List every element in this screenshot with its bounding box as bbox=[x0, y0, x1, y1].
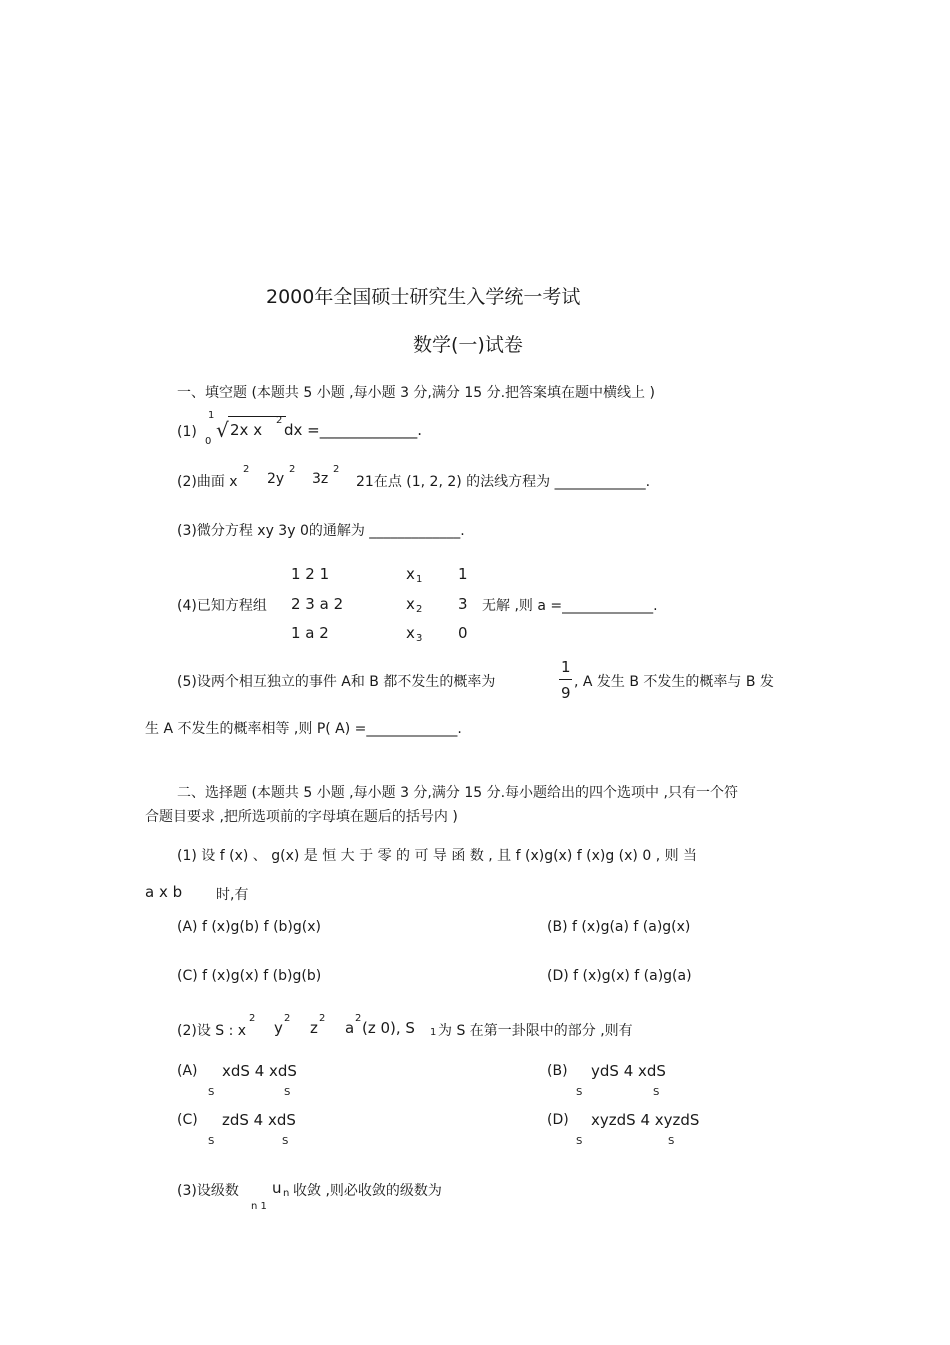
s2-q2-A-S: S bbox=[208, 1087, 215, 1098]
s2-q1-l2a: a x b bbox=[145, 883, 183, 901]
s2-q3-lim: n 1 bbox=[251, 1201, 267, 1212]
s1-q4-label: (4)已知方程组 bbox=[177, 598, 267, 614]
s2-q2-a: a bbox=[345, 1019, 355, 1037]
s1-q2-e2: 2 bbox=[289, 464, 296, 475]
s2-q3-pre: (3)设级数 bbox=[177, 1183, 239, 1199]
s2-q1-l1: (1) 设 f (x) 、 g(x) 是 恒 大 于 零 的 可 导 函 数 , 且 f (x)g(x) f (x)g (x) 0 , 则 当 bbox=[177, 848, 698, 864]
page-subtitle: 数学(一)试卷 bbox=[413, 334, 523, 356]
s2-q2-C-label[interactable]: (C) bbox=[177, 1112, 198, 1128]
section2-heading-l1: 二、选择题 (本题共 5 小题 ,每小题 3 分,满分 15 分.每小题给出的四个选项中 ,只有一个符 bbox=[177, 785, 738, 801]
s2-q2-e4: 2 bbox=[355, 1013, 362, 1024]
fraction-bar bbox=[559, 679, 572, 680]
s2-q2-A-label[interactable]: (A) bbox=[177, 1063, 198, 1079]
s2-q2-z: z bbox=[310, 1019, 318, 1037]
s2-q2-B-S1: S bbox=[653, 1087, 660, 1098]
s2-q2-B-S: S bbox=[576, 1087, 583, 1098]
s1-q4-row2: 2 3 a 2 bbox=[291, 595, 344, 613]
s1-q3: (3)微分方程 xy 3y 0的通解为 _____________. bbox=[177, 523, 465, 539]
s2-q2-B-formula: ydS 4 xdS bbox=[591, 1062, 666, 1080]
s1-q4-x1: x bbox=[406, 565, 415, 583]
s1-q1-num: (1) bbox=[177, 424, 197, 440]
s1-q2-t1: (2)曲面 x bbox=[177, 474, 238, 490]
s1-q4-b1: 1 bbox=[458, 565, 468, 583]
s1-q5-l1b: , A 发生 B 不发生的概率与 B 发 bbox=[574, 674, 774, 690]
s1-q5-den: 9 bbox=[561, 684, 571, 702]
s2-q2-rest: (z 0), S bbox=[362, 1019, 415, 1037]
s2-q2-y: y bbox=[274, 1019, 283, 1037]
s2-q2-C-formula: zdS 4 xdS bbox=[222, 1111, 296, 1129]
s2-q1-A[interactable]: (A) f (x)g(b) f (b)g(x) bbox=[177, 919, 321, 935]
page-title: 2000年全国硕士研究生入学统一考试 bbox=[266, 286, 581, 308]
s2-q1-B[interactable]: (B) f (x)g(a) f (a)g(x) bbox=[547, 919, 691, 935]
s1-q2-t3: 3z bbox=[312, 471, 329, 487]
s1-q4-b3: 0 bbox=[458, 624, 468, 642]
s1-q2-e3: 2 bbox=[333, 464, 340, 475]
s1-q1-radicand: 2x x bbox=[230, 421, 263, 439]
s1-q1-exp: 2 bbox=[276, 415, 283, 426]
s2-q2-D-S1: S bbox=[668, 1136, 675, 1147]
s1-q4-b2: 3 bbox=[458, 595, 468, 613]
sqrt-icon: √ bbox=[216, 418, 229, 442]
s1-q2-t2: 2y bbox=[267, 471, 285, 487]
s1-q1-lower: 0 bbox=[205, 436, 212, 447]
s1-q5-num: 1 bbox=[561, 658, 571, 676]
s1-q4-x3: x bbox=[406, 624, 415, 642]
s2-q2-e3: 2 bbox=[319, 1013, 326, 1024]
s2-q2-tail: 为 S 在第一卦限中的部分 ,则有 bbox=[438, 1023, 633, 1039]
s2-q2-C-S: S bbox=[208, 1136, 215, 1147]
section1-heading: 一、填空题 (本题共 5 小题 ,每小题 3 分,满分 15 分.把答案填在题中横线上 ) bbox=[177, 385, 655, 401]
s2-q2-D-formula: xyzdS 4 xyzdS bbox=[591, 1111, 700, 1129]
s2-q1-C[interactable]: (C) f (x)g(x) f (b)g(b) bbox=[177, 968, 322, 984]
s2-q2-A-S1: S bbox=[284, 1087, 291, 1098]
s2-q2-B-label[interactable]: (B) bbox=[547, 1063, 568, 1079]
s1-q4-row3: 1 a 2 bbox=[291, 624, 329, 642]
s2-q2-e1: 2 bbox=[249, 1013, 256, 1024]
section2-heading-l2: 合题目要求 ,把所选项前的字母填在题后的括号内 ) bbox=[145, 809, 458, 825]
s2-q3-usub: n bbox=[283, 1188, 290, 1199]
s2-q3-tail: 收敛 ,则必收敛的级数为 bbox=[293, 1183, 442, 1199]
s1-q5-l1a: (5)设两个相互独立的事件 A和 B 都不发生的概率为 bbox=[177, 674, 496, 690]
s1-q2-e1: 2 bbox=[243, 464, 250, 475]
s2-q2-D-label[interactable]: (D) bbox=[547, 1112, 569, 1128]
s2-q2-A-formula: xdS 4 xdS bbox=[222, 1062, 297, 1080]
s2-q2-D-S: S bbox=[576, 1136, 583, 1147]
s1-q4-s2: 2 bbox=[416, 604, 423, 615]
s2-q2-pre: (2)设 S : x bbox=[177, 1023, 247, 1039]
s2-q2-C-S1: S bbox=[282, 1136, 289, 1147]
s2-q2-sub1: 1 bbox=[430, 1027, 437, 1038]
s1-q4-s3: 3 bbox=[416, 633, 423, 644]
s2-q3-u: u bbox=[272, 1179, 282, 1197]
s2-q2-e2: 2 bbox=[284, 1013, 291, 1024]
s2-q1-D[interactable]: (D) f (x)g(x) f (a)g(a) bbox=[547, 968, 692, 984]
s2-q1-l2b: 时,有 bbox=[216, 887, 249, 903]
s1-q4-row1: 1 2 1 bbox=[291, 565, 330, 583]
s1-q4-x2: x bbox=[406, 595, 415, 613]
s1-q4-s1: 1 bbox=[416, 574, 423, 585]
s1-q4-tail: 无解 ,则 a =_____________. bbox=[482, 598, 658, 614]
s1-q2-t4: 21在点 (1, 2, 2) 的法线方程为 _____________. bbox=[356, 474, 651, 490]
s1-q1-upper: 1 bbox=[208, 410, 215, 421]
s1-q5-l2: 生 A 不发生的概率相等 ,则 P( A) =_____________. bbox=[145, 721, 462, 737]
s1-q1-tail: dx =_____________. bbox=[284, 421, 423, 439]
